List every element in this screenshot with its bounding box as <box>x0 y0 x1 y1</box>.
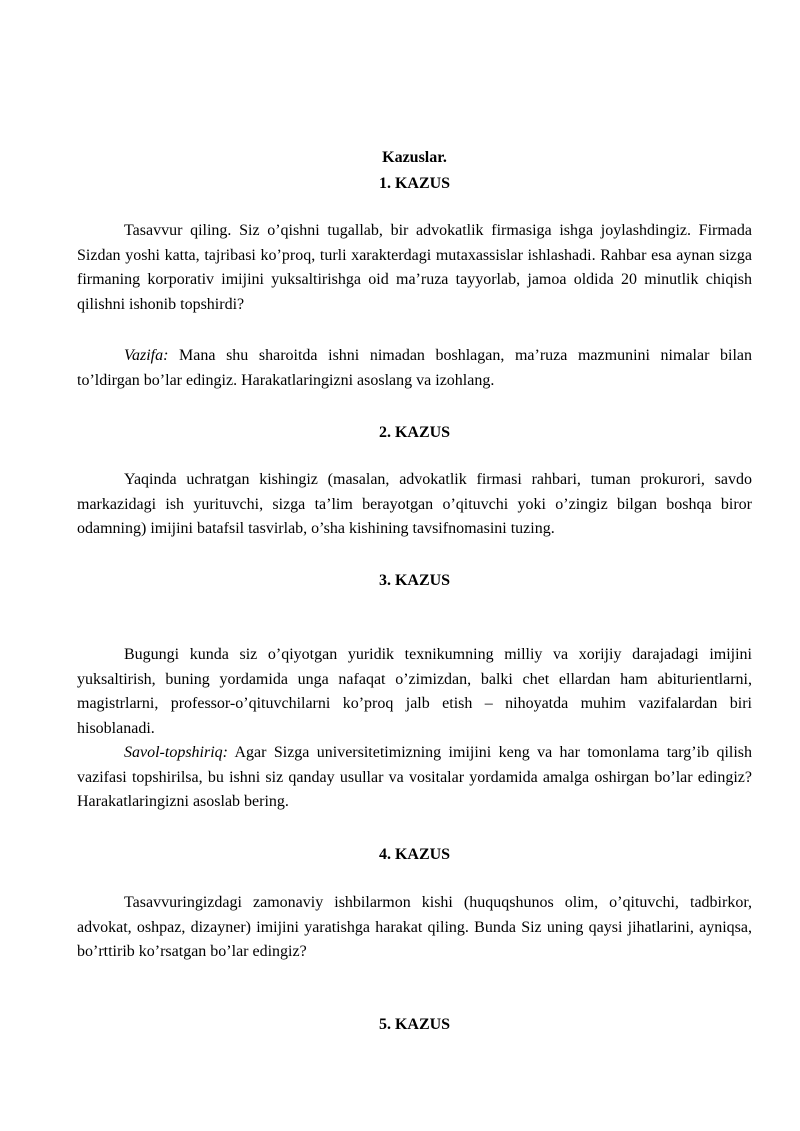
case-2-heading: 2. KAZUS <box>378 424 451 441</box>
case-1-task-text: Mana shu sharoitda ishni nimadan boshlagan, ma’ruza mazmunini nimalar bilan to’ldirgan bo’lar edingiz. Harakatlaringizni asoslang va izohlang. <box>77 347 752 389</box>
case-2-paragraph-1-text: Yaqinda uchratgan kishingiz (masalan, advokatlik firmasi rahbari, tuman prokurori, savdo markazidagi ish yurituvchi, sizga ta’lim berayotgan o’qituvchi yoki o’zingiz bilgan boshqa biror odamning) imijini batafsil tasvirlab, o’sha kishining tavsifnomasini tuzing. <box>77 471 752 537</box>
case-5-heading: 5. KAZUS <box>378 1016 451 1033</box>
case-1-paragraph-1-text: Tasavvur qiling. Siz o’qishni tugallab, bir advokatlik firmasiga ishga joylashdingiz. Firmada Sizdan yoshi katta, tajribasi ko’proq, turli xarakterdagi mutaxassislar ishlashadi. Rahbar esa aynan sizga firmaning korporativ imijini yuksaltirishga oid ma’ruza tayyorlab, jamoa oldida 20 minutlik chiqish qilishni ishonib topshirdi? <box>77 222 752 313</box>
case-3-question-text: Agar Sizga universitetimizning imijini keng va har tomonlama targ’ib qilish vazifasi topshirilsa, bu ishni siz qanday usullar va vositalar yordamida amalga oshirgan bo’lar edingiz? Harakatlaringizni asoslab bering. <box>77 744 752 810</box>
case-3-question-label: Savol-topshiriq: <box>124 744 228 761</box>
case-1-heading: 1. KAZUS <box>378 175 451 192</box>
case-3-paragraph-1 <box>77 643 752 741</box>
case-1-paragraph-1 <box>77 219 752 317</box>
case-3-heading: 3. KAZUS <box>378 572 451 589</box>
case-1-task-label: Vazifa: <box>124 347 169 364</box>
case-3-paragraph-2 <box>77 741 752 815</box>
case-3-paragraph-1-text: Bugungi kunda siz o’qiyotgan yuridik texnikumning milliy va xorijiy darajadagi imijini yuksaltirish, buning yordamida unga nafaqat o’zimizdan, balki chet ellardan ham abiturientlarni, magistrlarni, professor-o’qituvchilarni ko’proq jalb etish – nihoyatda muhim vazifalardan biri hisoblanadi. <box>77 646 752 737</box>
case-1-paragraph-2 <box>77 344 752 393</box>
document-title: Kazuslar. <box>382 149 447 166</box>
case-4-heading: 4. KAZUS <box>378 846 451 863</box>
case-4-paragraph-1-text: Tasavvuringizdagi zamonaviy ishbilarmon kishi (huquqshunos olim, o’qituvchi, tadbirkor, advokat, oshpaz, dizayner) imijini yaratishga harakat qiling. Bunda Siz uning qaysi jihatlarini, ayniqsa, bo’rttirib ko’rsatgan bo’lar edingiz? <box>77 894 752 960</box>
case-2-paragraph-1 <box>77 468 752 542</box>
case-4-paragraph-1 <box>77 891 752 965</box>
